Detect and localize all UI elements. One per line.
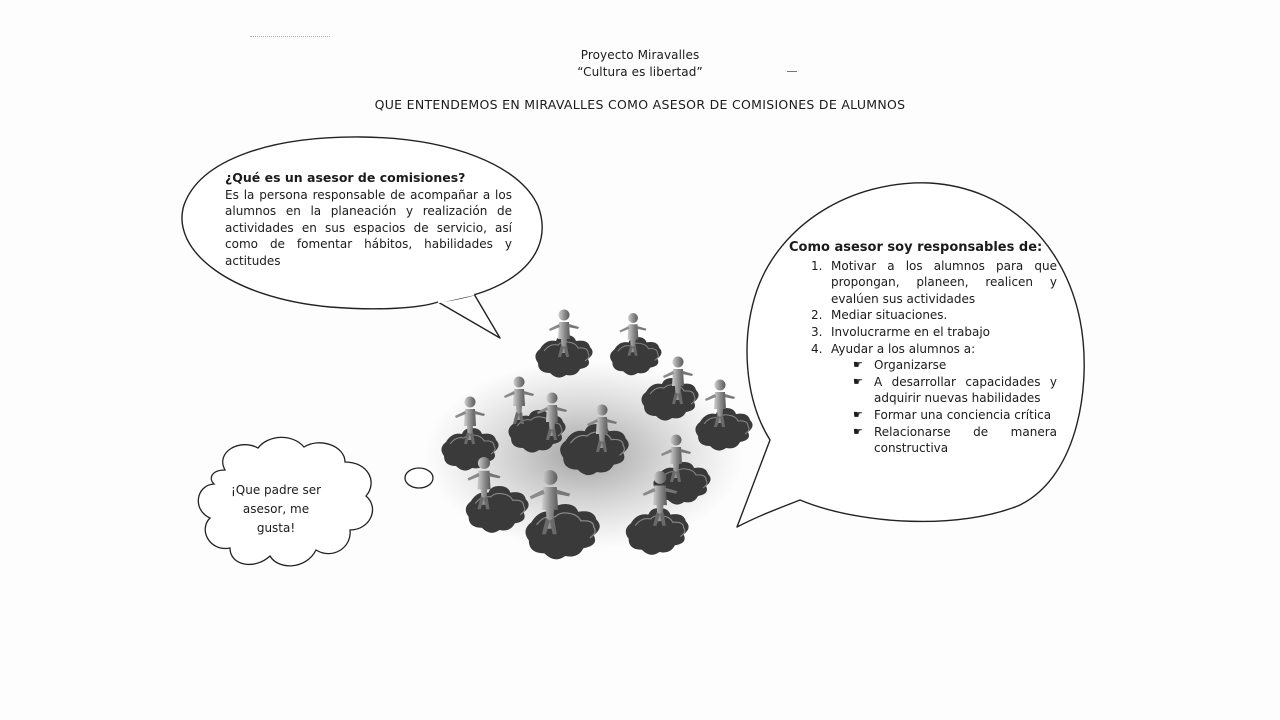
puzzle-people-icon xyxy=(425,310,753,560)
pointing-hand-icon: ☛ xyxy=(853,374,863,388)
right-bubble-content xyxy=(789,240,1057,457)
list-item xyxy=(789,307,1057,324)
pointing-hand-icon: ☛ xyxy=(853,424,863,438)
sublist-item-text: Organizarse xyxy=(874,358,947,373)
page-title: QUE ENTENDEMOS EN MIRAVALLES COMO ASESOR DE COMISIONES DE ALUMNOS xyxy=(374,97,906,112)
responsibilities-list xyxy=(789,258,1057,457)
sublist-item xyxy=(831,407,1057,424)
advisor-definition: Es la persona responsable de acompañar a los alumnos en la planeación y realización de actividades en sus espacios de servicio, así como de fomentar hábitos, habilidades y actitudes xyxy=(225,187,512,268)
help-students-sublist xyxy=(831,357,1057,457)
list-item-text: Mediar situaciones. xyxy=(831,308,948,323)
advisor-question: ¿Qué es un asesor de comisiones? xyxy=(225,170,466,185)
list-item-text: Motivar a los alumnos para que propongan, planeen, realicen y evalúen sus actividades xyxy=(831,258,1057,306)
list-number: 4. xyxy=(811,341,823,356)
sublist-item-text: Relacionarse de manera constructiva xyxy=(874,424,1057,456)
thought-cloud-text: ¡Que padre ser asesor, me gusta! xyxy=(230,483,322,535)
project-name: Proyecto Miravalles xyxy=(580,48,700,62)
sublist-item-text: A desarrollar capacidades y adquirir nuevas habilidades xyxy=(874,374,1057,406)
list-item-text: Ayudar a los alumnos a: xyxy=(831,341,976,356)
left-bubble-content xyxy=(225,170,512,270)
project-motto: “Cultura es libertad” xyxy=(577,65,703,79)
pointing-hand-icon: ☛ xyxy=(853,358,863,372)
list-number: 3. xyxy=(811,324,823,339)
list-item xyxy=(789,341,1057,457)
sublist-item xyxy=(831,357,1057,374)
responsibilities-heading: Como asesor soy responsables de: xyxy=(789,240,1043,255)
list-number: 1. xyxy=(811,258,823,273)
sublist-item xyxy=(831,424,1057,457)
list-item xyxy=(789,324,1057,341)
list-item-text: Involucrarme en el trabajo xyxy=(831,324,990,339)
list-number: 2. xyxy=(811,308,823,323)
list-item xyxy=(789,258,1057,308)
sublist-item-text: Formar una conciencia crítica xyxy=(874,407,1052,422)
pointing-hand-icon: ☛ xyxy=(853,407,863,421)
sublist-item xyxy=(831,374,1057,407)
